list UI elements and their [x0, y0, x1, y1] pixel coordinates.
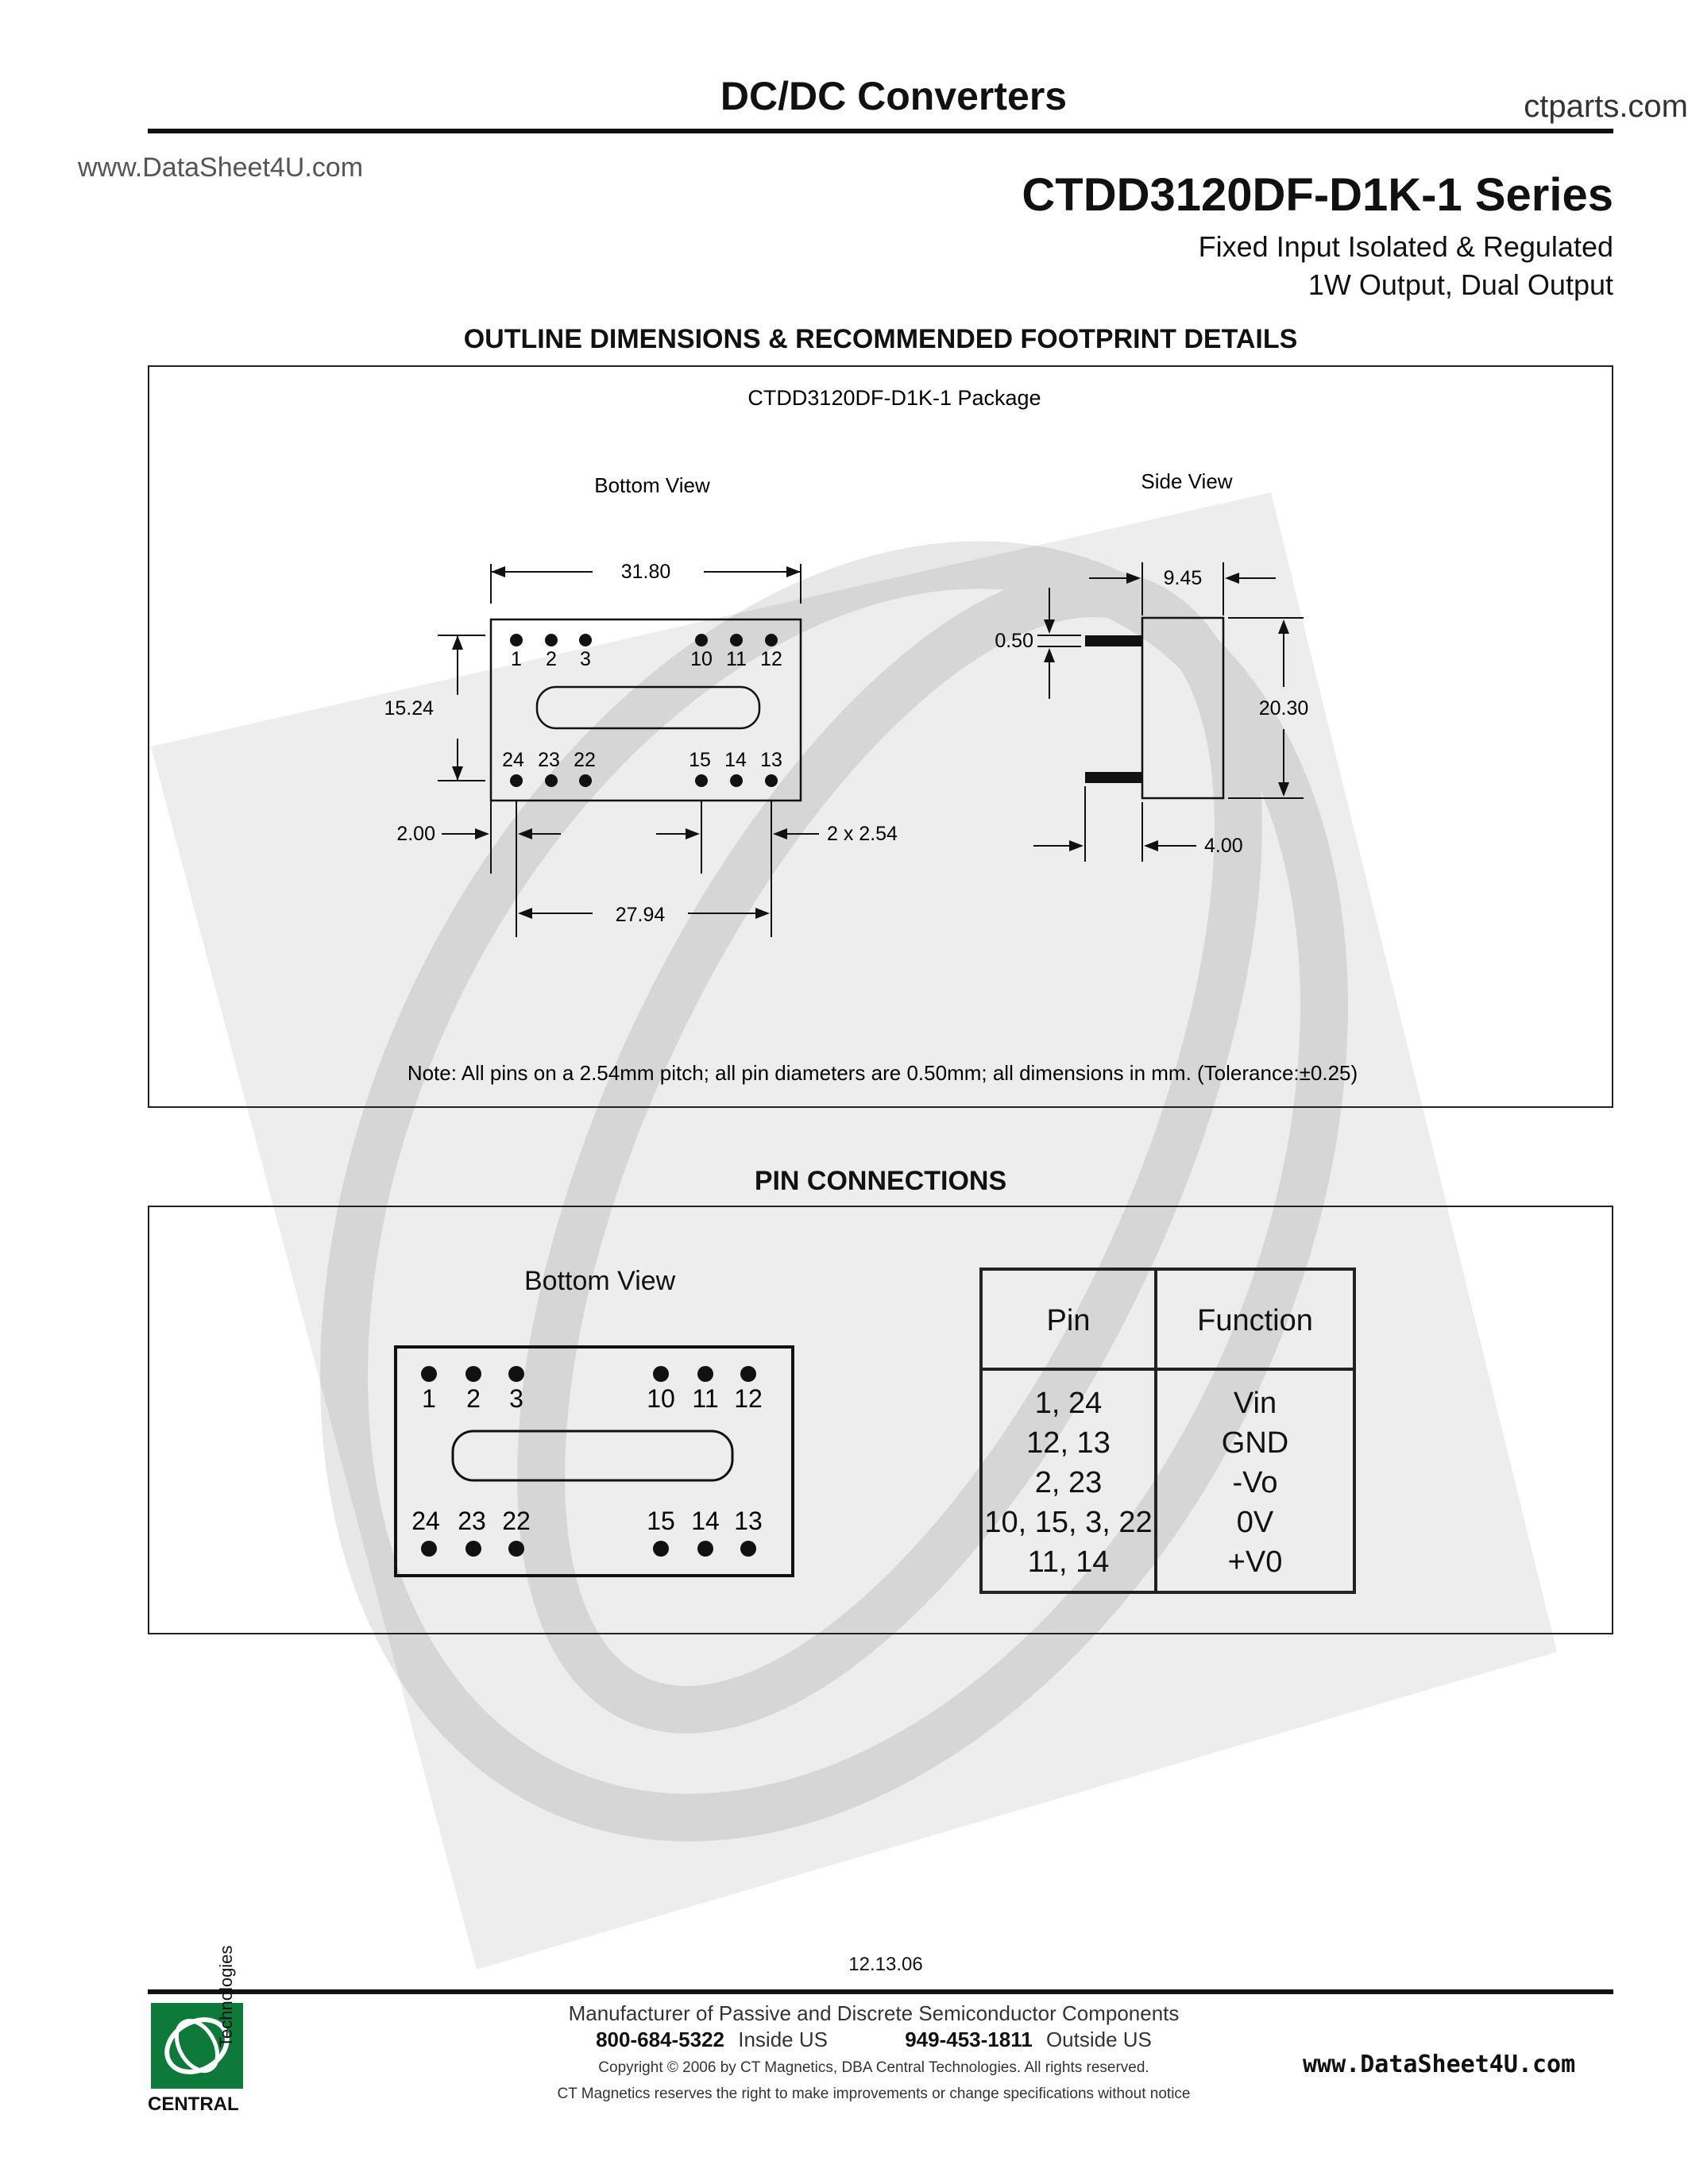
svg-text:10: 10: [690, 648, 713, 670]
svg-text:24: 24: [411, 1507, 440, 1535]
table-cell-function: 0V: [1236, 1506, 1274, 1539]
datasheet-watermark-link[interactable]: www.DataSheet4U.com: [78, 152, 364, 183]
svg-text:13: 13: [760, 749, 782, 771]
dim-pitch: 2 x 2.54: [827, 823, 898, 845]
outline-note: Note: All pins on a 2.54mm pitch; all pin diameters are 0.50mm; all dimensions in mm. (Tolerance:±0.25): [407, 1061, 1358, 1085]
dim-side-height: 20.30: [1258, 697, 1309, 720]
svg-text:1: 1: [422, 1384, 436, 1413]
svg-text:10: 10: [647, 1384, 675, 1413]
top-pins: [510, 634, 778, 646]
footer-copyright: Copyright © 2006 by CT Magnetics, DBA Central Technologies. All rights reserved.: [598, 2059, 1149, 2076]
svg-text:12: 12: [760, 648, 782, 670]
pin-connections-title: PIN CONNECTIONS: [754, 1166, 1007, 1196]
svg-text:12: 12: [734, 1384, 763, 1413]
svg-text:2: 2: [546, 648, 557, 670]
table-cell-pin: 2, 23: [1034, 1466, 1103, 1499]
table-cell-pin: 12, 13: [1026, 1426, 1111, 1460]
table-cell-function: -Vo: [1232, 1466, 1278, 1499]
series-subtitle-1: Fixed Input Isolated & Regulated: [1198, 230, 1613, 263]
footer-phones: [516, 2028, 1231, 2052]
table-cell-pin: 1, 24: [1034, 1387, 1103, 1420]
svg-text:15: 15: [689, 749, 711, 771]
outline-drawing: [148, 365, 1613, 1108]
dim-pin-span: 27.94: [615, 904, 666, 926]
bottom-pins: [510, 774, 778, 787]
dim-height: 15.24: [384, 697, 434, 720]
footer-notice: CT Magnetics reserves the right to make improvements or change specifications without notice: [557, 2086, 1191, 2102]
dim-pin-dia: 0.50: [995, 630, 1033, 652]
series-title: CTDD3120DF-D1K-1 Series: [1022, 169, 1613, 221]
pin-connections-box: [148, 1206, 1613, 1634]
dim-pin-offset: 2.00: [396, 823, 435, 845]
side-view-body: [1142, 618, 1223, 798]
logo-sub: Technologies: [216, 1945, 236, 2047]
table-header-pin: Pin: [1046, 1304, 1091, 1337]
dim-pin-length: 4.00: [1204, 835, 1243, 857]
logo-brand: CENTRAL: [148, 2093, 239, 2115]
svg-text:11: 11: [692, 1384, 719, 1413]
table-cell-pin: 10, 15, 3, 22: [984, 1506, 1153, 1539]
central-logo: [148, 1945, 275, 2119]
footer-rule: [148, 1989, 1613, 1994]
table-header-function: Function: [1197, 1304, 1313, 1337]
outline-section-title: OUTLINE DIMENSIONS & RECOMMENDED FOOTPRINT DETAILS: [463, 324, 1298, 354]
footer-tagline: Manufacturer of Passive and Discrete Semiconductor Components: [568, 2001, 1180, 2025]
series-subtitle-2: 1W Output, Dual Output: [1308, 268, 1613, 301]
pin-bottom-view-label: Bottom View: [524, 1266, 676, 1296]
site-url[interactable]: ctparts.com: [1524, 89, 1688, 124]
svg-text:3: 3: [580, 648, 591, 670]
table-cell-pin: 11, 14: [1027, 1545, 1110, 1579]
svg-text:24: 24: [502, 749, 524, 771]
table-cell-function: +V0: [1227, 1545, 1283, 1579]
svg-text:22: 22: [574, 749, 596, 771]
table-pin-column: [983, 1383, 1154, 1582]
side-pin-bottom: [1085, 772, 1142, 783]
pin-function-table: [979, 1268, 1356, 1594]
svg-text:22: 22: [502, 1507, 531, 1535]
svg-text:14: 14: [691, 1507, 720, 1535]
svg-text:11: 11: [726, 648, 747, 670]
svg-text:23: 23: [458, 1507, 486, 1535]
page-category-title: DC/DC Converters: [720, 74, 1068, 118]
svg-text:3: 3: [509, 1384, 523, 1413]
table-function-column: [1157, 1383, 1353, 1582]
phone-intl[interactable]: 949-453-1811: [905, 2028, 1033, 2051]
table-cell-function: GND: [1221, 1426, 1289, 1460]
table-header-divider: [983, 1368, 1353, 1371]
bottom-pin-numbers: [502, 749, 782, 771]
dim-side-depth: 9.45: [1163, 567, 1203, 589]
svg-text:1: 1: [511, 648, 522, 670]
revision-date: 12.13.06: [848, 1954, 923, 1975]
bottom-view-label: Bottom View: [594, 473, 710, 497]
svg-text:15: 15: [647, 1507, 675, 1535]
phone-intl-label: Outside US: [1045, 2028, 1152, 2051]
table-cell-function: Vin: [1233, 1387, 1277, 1420]
phone-us-label: Inside US: [738, 2028, 828, 2051]
header-rule: [148, 129, 1613, 133]
package-label: CTDD3120DF-D1K-1 Package: [747, 386, 1041, 410]
footer-datasheet-link[interactable]: www.DataSheet4U.com: [1303, 2051, 1576, 2078]
side-view-label: Side View: [1141, 469, 1233, 493]
pin-bottom-view-drawing: [394, 1345, 794, 1577]
side-pin-top: [1085, 635, 1142, 646]
svg-text:14: 14: [724, 749, 747, 771]
svg-text:2: 2: [466, 1384, 481, 1413]
svg-text:23: 23: [538, 749, 560, 771]
dim-width: 31.80: [620, 561, 671, 583]
phone-us[interactable]: 800-684-5322: [596, 2028, 725, 2051]
top-pin-numbers: [511, 648, 782, 670]
label-slot: [537, 687, 759, 728]
svg-text:13: 13: [734, 1507, 763, 1535]
